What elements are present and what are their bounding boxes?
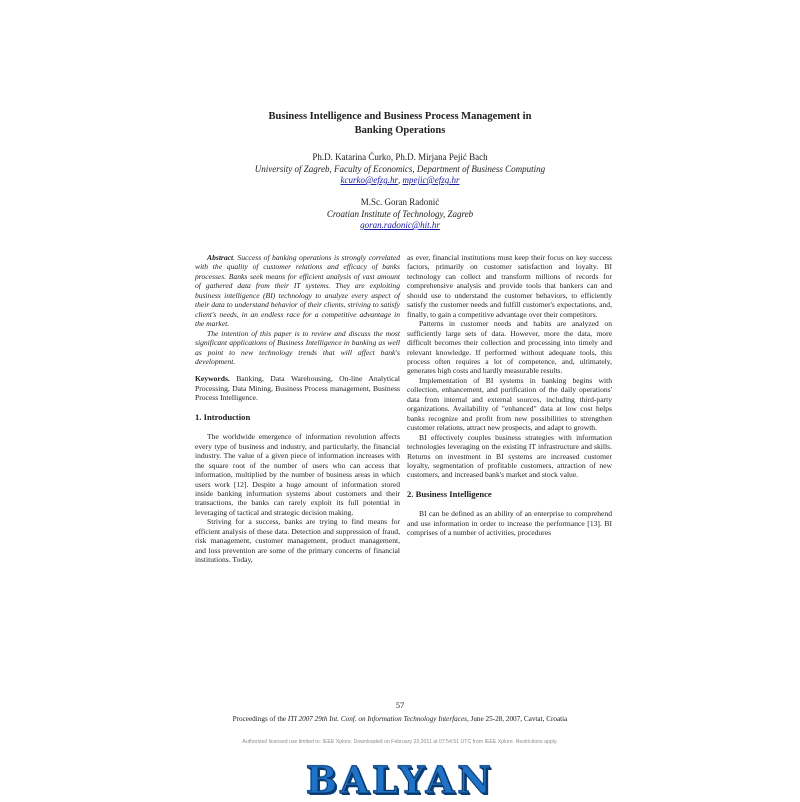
author-block-1: [150, 152, 650, 187]
paper-title: [190, 110, 610, 138]
right-paragraph-2: Patterns in customer needs and habits are analyzed on sufficiently large sets of data. However, more the data, more difficult becomes their collection and processing into timely and relevant knowledge. If performed without adequate tools, this process often requires a lot of competence, and, ultimately, generates high costs and hardly measurable results.: [407, 319, 612, 376]
section-heading-business-intelligence: 2. Business Intelligence: [407, 488, 492, 499]
intro-paragraph-1: The worldwide emergence of information revolution affects every type of business and industry, and particularly, the financial industry. The value of a given piece of information increases with the square root of the number of users who can access that information, multiplied by the number of business areas in which users work [12]. Despite a huge amount of information stored inside banking information systems about customers and their transactions, the banks can rarely exploit its full potential in leveraging of tactical and strategic decision making.: [195, 432, 400, 517]
proceedings-footer: [190, 715, 610, 723]
emails-1: [150, 175, 650, 187]
right-column: [407, 253, 612, 538]
watermark-text: BALYAN: [305, 758, 495, 802]
intro-paragraph-2: Striving for a success, banks are trying to find means for efficient analysis of these data. Detection and suppression of fraud, risk management, customer management, product management, and loss prevention are some of the primary concerns of financial institutions. Today,: [195, 517, 400, 565]
email-link-mpejic[interactable]: mpejic@efzg.hr: [402, 175, 460, 185]
abstract-paragraph-2: The intention of this paper is to review and discuss the most significant applications of Business Intelligence in banking as well as point to new technology trends that will affect bank's development.: [195, 328, 400, 366]
abstract-text-1: . Success of banking operations is strongly correlated with the quality of customer relations and efficacy of banks processes. Banks seek means for efficient analysis of vast amount of gathered data from their IT systems. They are exploiting business intelligence (BI) technology to analyze every aspect of their data to understand behavior of their clients, striving to satisfy client's needs, in an endless race for a competitive advantage in the market.: [195, 253, 400, 329]
right-paragraph-4: BI effectively couples business strategies with information technologies leveraging on the existing IT infrastructure and skills. Returns on investment in BI systems are increased customer loyalty, segmentation of profitable customers, attraction of new customers, and increased bank's market and stock value.: [407, 432, 612, 480]
page-number: 57: [395, 700, 405, 710]
bi-paragraph-1: BI can be defined as an ability of an enterprise to comprehend and use information in order to increase the performance [13]. BI comprises of a number of activities, procedures: [407, 509, 612, 538]
abstract-paragraph-1: [195, 253, 400, 329]
license-notice: Authorized licensed use limited to: IEEE Xplore. Downloaded on February 23,2011 at 07:54:51 UTC from IEEE Xplore. Restrictions apply.: [242, 739, 558, 745]
keywords-text: Banking, Data Warehousing, On-line Analytical Processing, Data Mining, Business Process management, Business Process Intelligence.: [195, 374, 400, 403]
footer-prefix: Proceedings of the: [232, 715, 288, 723]
abstract-label: Abstract: [207, 253, 234, 262]
left-column: [195, 253, 400, 565]
email-separator: ,: [397, 175, 403, 185]
footer-conference: ITI 2007 29th Int. Conf. on Information Technology Interfaces: [287, 715, 467, 723]
email-link-radonic[interactable]: goran.radonic@hit.hr: [360, 220, 440, 230]
keywords-paragraph: [195, 374, 400, 402]
watermark-logo: [0, 758, 800, 802]
author-names-2: M.Sc. Goran Radonić: [360, 197, 440, 207]
affiliation-2: Croatian Institute of Technology, Zagreb: [326, 208, 474, 219]
section-heading-introduction: 1. Introduction: [195, 411, 251, 422]
spacer: [195, 366, 400, 374]
right-paragraph-3: Implementation of BI systems in banking begins with collection, enhancement, and purification of the daily operations' data from internal and external sources, including third-party organizations. Availability of "enhanced" data at low cost helps banks recognize and profit from new possibilities to strengthen customer relations, attract new prospects, and adapt to growth.: [407, 375, 612, 433]
author-names-1: Ph.D. Katarina Ćurko, Ph.D. Mirjana Pejić Bach: [312, 152, 488, 162]
footer-suffix: , June 25-28, 2007, Cavtat, Croatia: [466, 715, 568, 723]
affiliation-1: University of Zagreb, Faculty of Economics, Department of Business Computing: [254, 163, 546, 174]
title-line-2: Banking Operations: [354, 125, 446, 136]
right-paragraph-1: as ever, financial institutions must keep their focus on key success factors, primarily on customer satisfaction and loyalty. BI technology can collect and transform millions of records for comprehensive analysis and provide tools that bankers can and should use to understand the customer behaviors, to efficiently satisfy the customer needs and fulfill customer's expectations, and, finally, to gain a competitive advantage over their competitors.: [407, 253, 612, 319]
title-line-1: Business Intelligence and Business Process Management in: [268, 111, 532, 122]
email-link-kcurko[interactable]: kcurko@efzg.hr: [340, 175, 398, 185]
author-block-2: [150, 197, 650, 232]
keywords-label: Keywords.: [195, 374, 230, 384]
